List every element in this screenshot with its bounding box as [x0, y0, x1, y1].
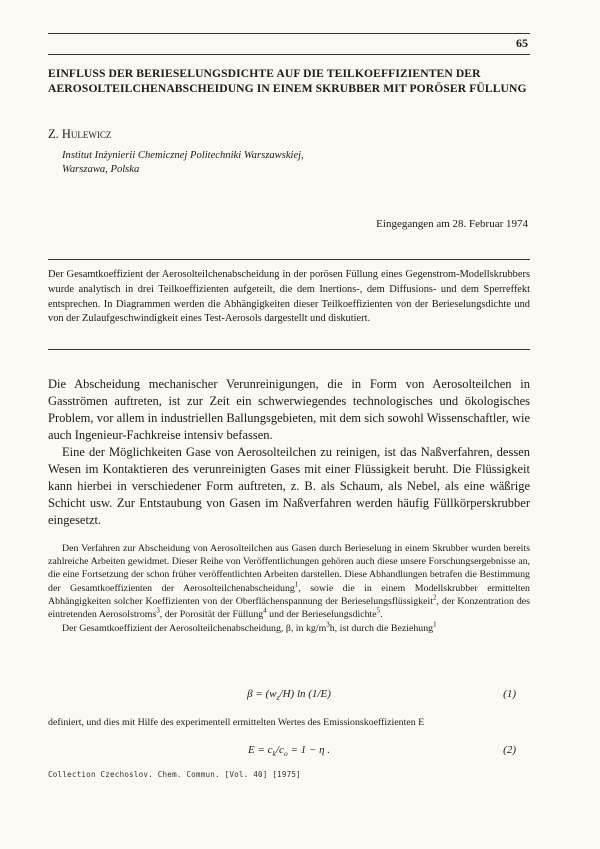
page-number: 65	[516, 36, 528, 50]
affiliation-line: Institut Inżynierii Chemicznej Politechniki Warszawskiej,	[62, 150, 304, 161]
reference-mark: 3	[156, 607, 160, 615]
received-date: Eingegangen am 28. Februar 1974	[376, 218, 528, 230]
introduction	[48, 376, 530, 529]
journal-footer: Collection Czechoslov. Chem. Commun. [Vol. 40] [1975]	[48, 770, 301, 779]
body-line: definiert, und dies mit Hilfe des experimentell ermittelten Wertes des Emissionskoeffizienten E	[48, 717, 425, 728]
reference-mark: 2	[433, 594, 437, 602]
body-text	[48, 542, 530, 635]
abstract: Der Gesamtkoeffizient der Aerosolteilchenabscheidung in der porösen Füllung eines Gegenstrom-Modellskrubbers wurde analytisch in drei Teilkoeffizienten aufgeteilt, die dem Inertions-, dem Diffusions- und dem Sperreffekt entsprechen. In Diagrammen werden die Abhängigkeiten dieser Teilkoeffizienten von der Berieselungsdichte und von der Zulaufgeschwindigkeit eines Test-Aerosols dargestellt und diskutiert.	[48, 269, 530, 325]
body-paragraph: Der Gesamtkoeffizient der Aerosolteilchenabscheidung, β, in $kg/m^3h$, ist durch die Beziehung$^1$	[62, 621, 437, 635]
equation-number: (2)	[503, 744, 516, 756]
equation-expression: $E = c_k/c_o = 1 - \eta$ .	[247, 744, 331, 759]
equation-expression: $\beta = (w_z/H)$ ln (1/E)	[247, 688, 331, 703]
author-initial: Z.	[48, 127, 59, 141]
equation-number: (1)	[503, 688, 516, 700]
reference-mark: 5	[376, 607, 381, 615]
abstract-rule-bottom	[48, 349, 530, 350]
affiliation	[62, 149, 482, 177]
intro-paragraph: Die Abscheidung mechanischer Verunreinigungen, die in Form von Aerosolteilchen in Gasströmen auftreten, ist zur Zeit ein schwerwiegendes technologisches und ökologisches Problem, vor allem in industriellen Ballungsgebieten, mit dem sich sowohl Wissenschaftler, wie auch Ingenieur-Fachkreise intensiv befassen.	[48, 377, 530, 442]
affiliation-line: Warszawa, Polska	[62, 164, 140, 175]
reference-mark: 4	[263, 607, 267, 615]
body-paragraph: Den Verfahren zur Abscheidung von Aerosolteilchen aus Gasen durch Berieselung in einem Skrubber wurden bereits zahlreiche Arbeiten gewidmet. Dieser Reihe von Veröffentlichungen gehören auch diese unsere Forschungsergebnisse an, die eine Fortsetzung der schon früher veröffentlichten Arbeiten darstellen. Diese Abhandlungen betrafen die Bestimmung der Gesamtkoeffizienten der Aerosolteilchenabscheidung$^1$, sowie die in einem Modellskrubber ermittelten Abhängigkeiten solcher Koeffizienten von der Oberflächenspannung der Berieselungsflüssigkeit$^2$, der Konzentration des eintretenden Aerosolstroms$^3$, der Porosität der Füllung$^4$ und der Berieselungsdichte$^5$.	[48, 543, 530, 621]
author-surname: Hulewicz	[61, 127, 112, 141]
reference-mark: 1	[294, 581, 299, 589]
reference-mark: 1	[433, 621, 437, 629]
article-title: EINFLUSS DER BERIESELUNGSDICHTE AUF DIE TEILKOEFFIZIENTEN DER AEROSOLTEILCHENABSCHEIDUNG IN EINEM SKRUBBER MIT PORÖSER FÜLLUNG	[48, 67, 527, 95]
author	[48, 127, 111, 142]
header-rule	[48, 54, 530, 55]
top-rule	[48, 33, 530, 34]
abstract-rule-top	[48, 259, 530, 260]
intro-paragraph: Eine der Möglichkeiten Gase von Aerosolteilchen zu reinigen, ist das Naßverfahren, dessen Wesen im Kontaktieren des verunreinigten Gases mit einer Flüssigkeit beruht. Die Flüssigkeit kann hierbei in verschiedener Form auftreten, z. B. als Schaum, als Nebel, als eine wäßrige Schicht usw. Zur Entstaubung von Gasen im Naßverfahren werden häufig Füllkörperskrubber eingesetzt.	[48, 445, 530, 527]
